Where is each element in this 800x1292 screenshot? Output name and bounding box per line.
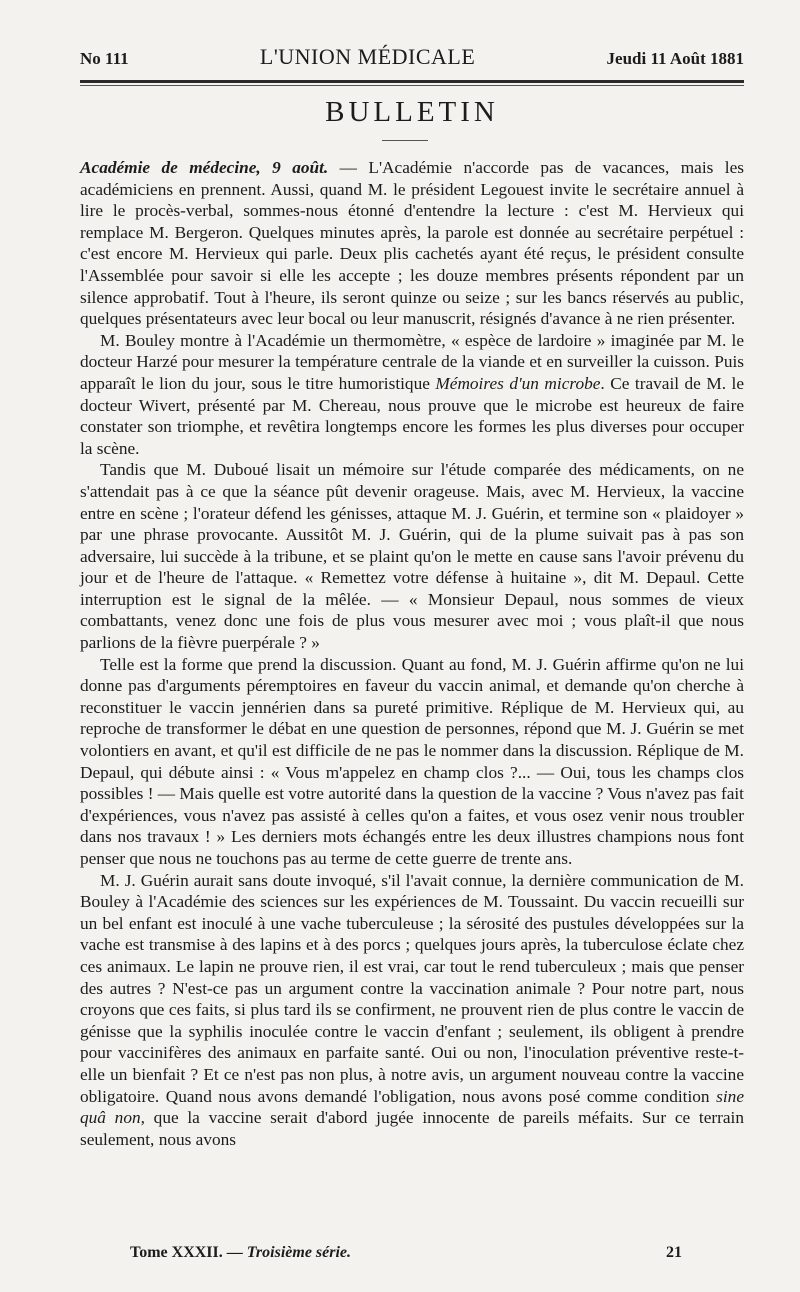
paragraph-2 xyxy=(80,330,744,460)
journal-title: L'UNION MÉDICALE xyxy=(259,44,476,69)
paragraph-5 xyxy=(80,870,744,1151)
italic-title: Mémoires d'un microbe xyxy=(435,373,601,393)
volume-label: Tome XXXII. — xyxy=(130,1244,247,1261)
paragraph-text: M. Bouley montre à l'Académie un thermomètre, « espèce de lardoire » imaginée par M. le docteur Harzé pour mesurer la température centrale de la viande et en surveiller la cuisson. Puis apparaît le lion du jour, sous le titre humoristique xyxy=(80,330,744,393)
paragraph-4: Telle est la forme que prend la discussion. Quant au fond, M. J. Guérin affirme qu'on ne lui donne pas d'arguments péremptoires en faveur du vaccin animal, et demande qu'on cherche à reconstituer le vaccin jennérien dans sa pureté primitive. Réplique de M. Hervieux qui, au reproche de transformer le débat en une question de personnes, répond que M. J. Guérin se met volontiers en avant, et qu'il est difficile de ne pas le nommer dans la discussion. Réplique de M. Depaul, qui débute ainsi : « Vous m'appelez en champ clos ?... — Oui, tous les champs clos possibles ! — Mais quelle est votre autorité dans la question de la vaccine ? Vous n'avez pas fait d'expériences, vous n'avez pas assisté à celles qu'on a faites, et vous osez venir nous troubler dans nos travaux ! » Les derniers mots échangés entre les deux illustres champions nous font penser que nous ne touchons pas au terme de cette guerre de trente ans. xyxy=(80,654,744,868)
header-rule-thick xyxy=(80,80,744,83)
page-footer xyxy=(130,1244,682,1262)
section-title: BULLETIN xyxy=(325,96,499,128)
issue-number: No 111 xyxy=(80,49,129,68)
header-rule-thin xyxy=(80,85,744,86)
italic-phrase: sine quâ non xyxy=(80,1086,744,1128)
footer-volume xyxy=(130,1244,351,1262)
page-number: 21 xyxy=(666,1244,682,1261)
paragraph-3: Tandis que M. Duboué lisait un mémoire sur l'étude comparée des médicaments, on ne s'attendait pas à ce que la séance pût devenir orageuse. Mais, avec M. Hervieux, la vaccine entre en scène ; l'orateur défend les génisses, attaque M. J. Guérin, et termine son « plaidoyer » par une phrase provocante. Aussitôt M. J. Guérin, qui de la plume suivait pas à pas son adversaire, lui succède à la tribune, et se plaint qu'on le mette en cause sans l'avoir prévenu du jour et de l'heure de l'attaque. « Remettez votre défense à huitaine », dit M. Depaul. Cette interruption est le signal de la mêlée. — « Monsieur Depaul, nous sommes de vieux combattants, venez donc une fois de plus vous mesurer avec moi ; vous plaît-il que nous parlions de la fièvre puerpérale ? » xyxy=(80,460,744,653)
paragraph-text: . Ce travail de M. le docteur Wivert, présenté par M. Chereau, nous prouve que le microbe est heureux de faire constater son triomphe, et revêtira longtemps encore les formes les plus diverses pour occuper la scène. xyxy=(80,373,744,458)
paragraph-text: , que la vaccine serait d'abord jugée innocente de pareils méfaits. Sur ce terrain seulement, nous avons xyxy=(80,1108,745,1149)
paragraph-text: — L'Académie n'accorde pas de vacances, mais les académiciens en prennent. Aussi, quand M. le président Legouest invite le secrétaire annuel à lire le procès-verbal, sommes-nous étonné d'entendre la lecture : c'est M. Hervieux qui remplace M. Bergeron. Quelques minutes après, la parole est donnée au secrétaire perpétuel : c'est encore M. Hervieux qui parle. Deux plis cachetés ayant été reçus, le président consulte l'Assemblée pour savoir si elle les accepte ; les douze membres présents répondent par un silence approbatif. Tout à l'heure, ils seront quinze ou seize ; sur les bancs réservés au public, quelques présentateurs avec leur bocal ou leur manuscrit, résignés d'avance à ne rien présenter. xyxy=(80,158,745,329)
series-label: Troisième série. xyxy=(246,1244,352,1261)
paragraph-1 xyxy=(80,157,744,330)
article-body xyxy=(80,157,744,1150)
section-title-rule xyxy=(382,140,428,141)
paragraph-lead: Académie de médecine, 9 août. xyxy=(80,158,329,177)
paragraph-text: M. J. Guérin aurait sans doute invoqué, s'il l'avait connue, la dernière communication de M. Bouley à l'Académie des sciences sur les expériences de M. Toussaint. Du vaccin recueilli sur un bel enfant est inoculé à une vache tuberculeuse ; la sérosité des pustules développées sur la vache est transmise à des lapins et à des porcs ; quelques jours après, la tuberculose éclate chez ces animaux. Le lapin ne prouve rien, il est vrai, car tout le rend tuberculeux ; mais que penser des autres ? N'est-ce pas un argument contre la vaccination animale ? Pour notre part, nous croyons que ces faits, si plus tard ils se confirment, ne prouvent rien de plus contre le vaccin de génisse que la syphilis inoculée contre le vaccin d'enfant ; seulement, ils obligent à prendre pour vaccinifères des animaux en parfaite santé. Oui ou non, l'inoculation préventive reste-t-elle un bienfait ? Et ce n'est pas non plus, à notre avis, un argument nouveau contre la vaccine obligatoire. Quand nous avons demandé l'obligation, nous avons posé comme condition xyxy=(80,870,744,1106)
running-header xyxy=(80,44,744,70)
issue-date: Jeudi 11 Août 1881 xyxy=(606,49,744,68)
